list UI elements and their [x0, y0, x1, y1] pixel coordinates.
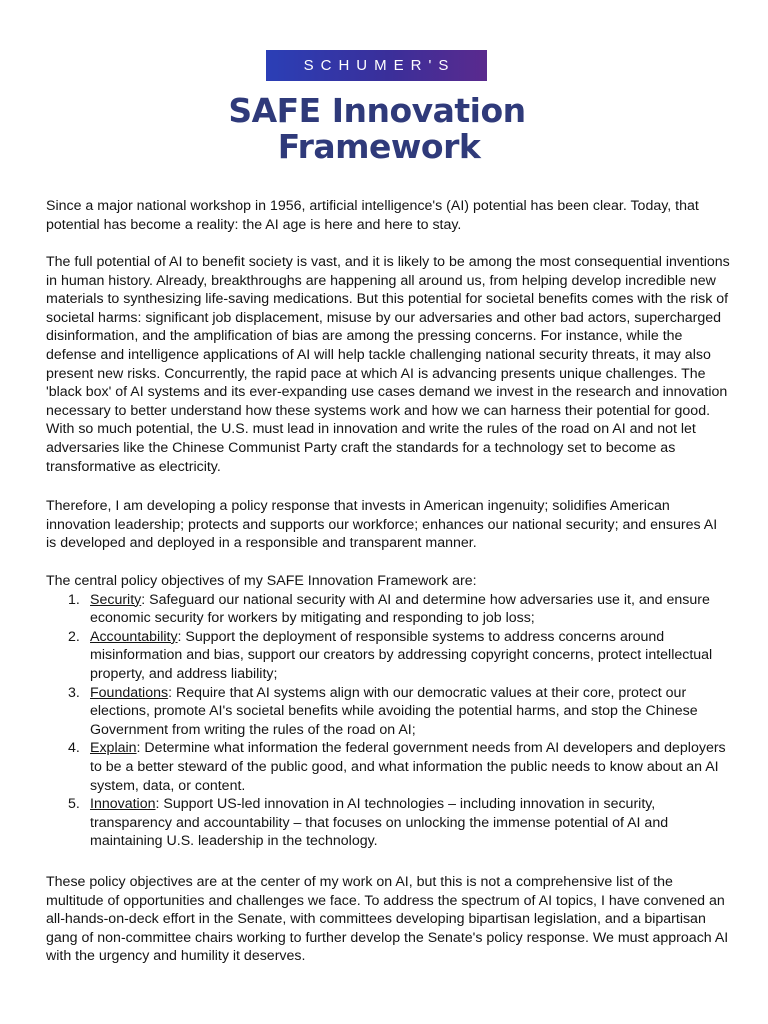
document-title-line2: Framework [277, 127, 481, 166]
objective-item [46, 591, 730, 628]
objective-item [46, 795, 730, 851]
banner-text: SCHUMER'S [303, 57, 456, 74]
objective-text: : Support US-led innovation in AI technologies – including innovation in security, transparency and accountability – that focuses on unlocking the immense potential of AI and maintaining U.S. leadership in the technology. [90, 796, 669, 850]
objective-text: : Safeguard our national security with AI and determine how adversaries use it, and ensure economic security for workers by mitigating and responding to job loss; [90, 591, 710, 627]
potential-paragraph [46, 253, 730, 476]
objective-item [46, 739, 730, 795]
intro-paragraph [46, 197, 730, 234]
objectives-list [46, 591, 730, 851]
objective-term: Accountability [90, 628, 178, 645]
objectives-intro: The central policy objectives of my SAFE Innovation Framework are: [46, 573, 477, 589]
objective-term: Innovation [90, 796, 156, 813]
objectives-section [46, 572, 730, 851]
objective-text: : Require that AI systems align with our democratic values at their core, protect our elections, promote AI's societal benefits while avoiding the potential harms, and stop the Chinese Government from writing the rules of the road on AI; [90, 684, 698, 738]
objective-number: 1. [68, 591, 80, 608]
paragraph-text: The full potential of AI to benefit society is vast, and it is likely to be among the most consequential inventions in human history. Already, breakthroughs are happening all around us, from helping develop incredible new materials to synthesizing life-saving medications. But this potential for societal benefits comes with the risk of societal harms: significant job displacement, misuse by our adversaries and other bad actors, supercharged disinformation, and the amplification of bias are among the pressing concerns. For instance, while the defense and intelligence applications of AI will help tackle challenging national security threats, it may also present new risks. Concurrently, the rapid pace at which AI is advancing presents unique challenges. The 'black box' of AI systems and its ever-expanding use cases demand we invest in the research and innovation necessary to better understand how these systems work and how we can harness their potential for good. With so much potential, the U.S. must lead in innovation and write the rules of the road on AI and not let adversaries like the Chinese Communist Party craft the standards for a technology set to become as transformative as electricity. [46, 254, 730, 475]
objective-text: : Determine what information the federal government needs from AI developers and deployers to be a better steward of the public good, and what information the public needs to know about an AI system, data, or content. [90, 740, 726, 794]
policy-response-paragraph [46, 497, 730, 553]
objective-term: Explain [90, 740, 137, 757]
closing-paragraph [46, 873, 730, 966]
document-title-line1: SAFE Innovation [228, 91, 526, 130]
paragraph-text: Since a major national workshop in 1956, artificial intelligence's (AI) potential has been clear. Today, that potential has become a reality: the AI age is here and here to stay. [46, 198, 699, 233]
objective-text: : Support the deployment of responsible systems to address concerns around misinformation and bias, support our creators by addressing copyright concerns, protect intellectual property, and address liability; [90, 628, 713, 682]
objective-number: 4. [68, 740, 80, 757]
objective-item [46, 628, 730, 684]
objective-number: 3. [68, 684, 80, 701]
paragraph-text: Therefore, I am developing a policy response that invests in American ingenuity; solidifies American innovation leadership; protects and supports our workforce; enhances our national security; and ensures AI is developed and deployed in a responsible and transparent manner. [46, 498, 718, 552]
objective-number: 2. [68, 628, 80, 645]
objective-item [46, 684, 730, 740]
objective-term: Foundations [90, 684, 169, 701]
author-banner [266, 50, 487, 81]
objective-term: Security [90, 591, 142, 608]
paragraph-text: These policy objectives are at the center of my work on AI, but this is not a comprehensive list of the multitude of opportunities and challenges we face. To address the spectrum of AI topics, I have convened an all-hands-on-deck effort in the Senate, with committees developing bipartisan legislation, and a bipartisan gang of non-committee chairs working to further develop the Senate's policy response. We must approach AI with the urgency and humility it deserves. [46, 874, 729, 965]
objective-number: 5. [68, 796, 80, 813]
